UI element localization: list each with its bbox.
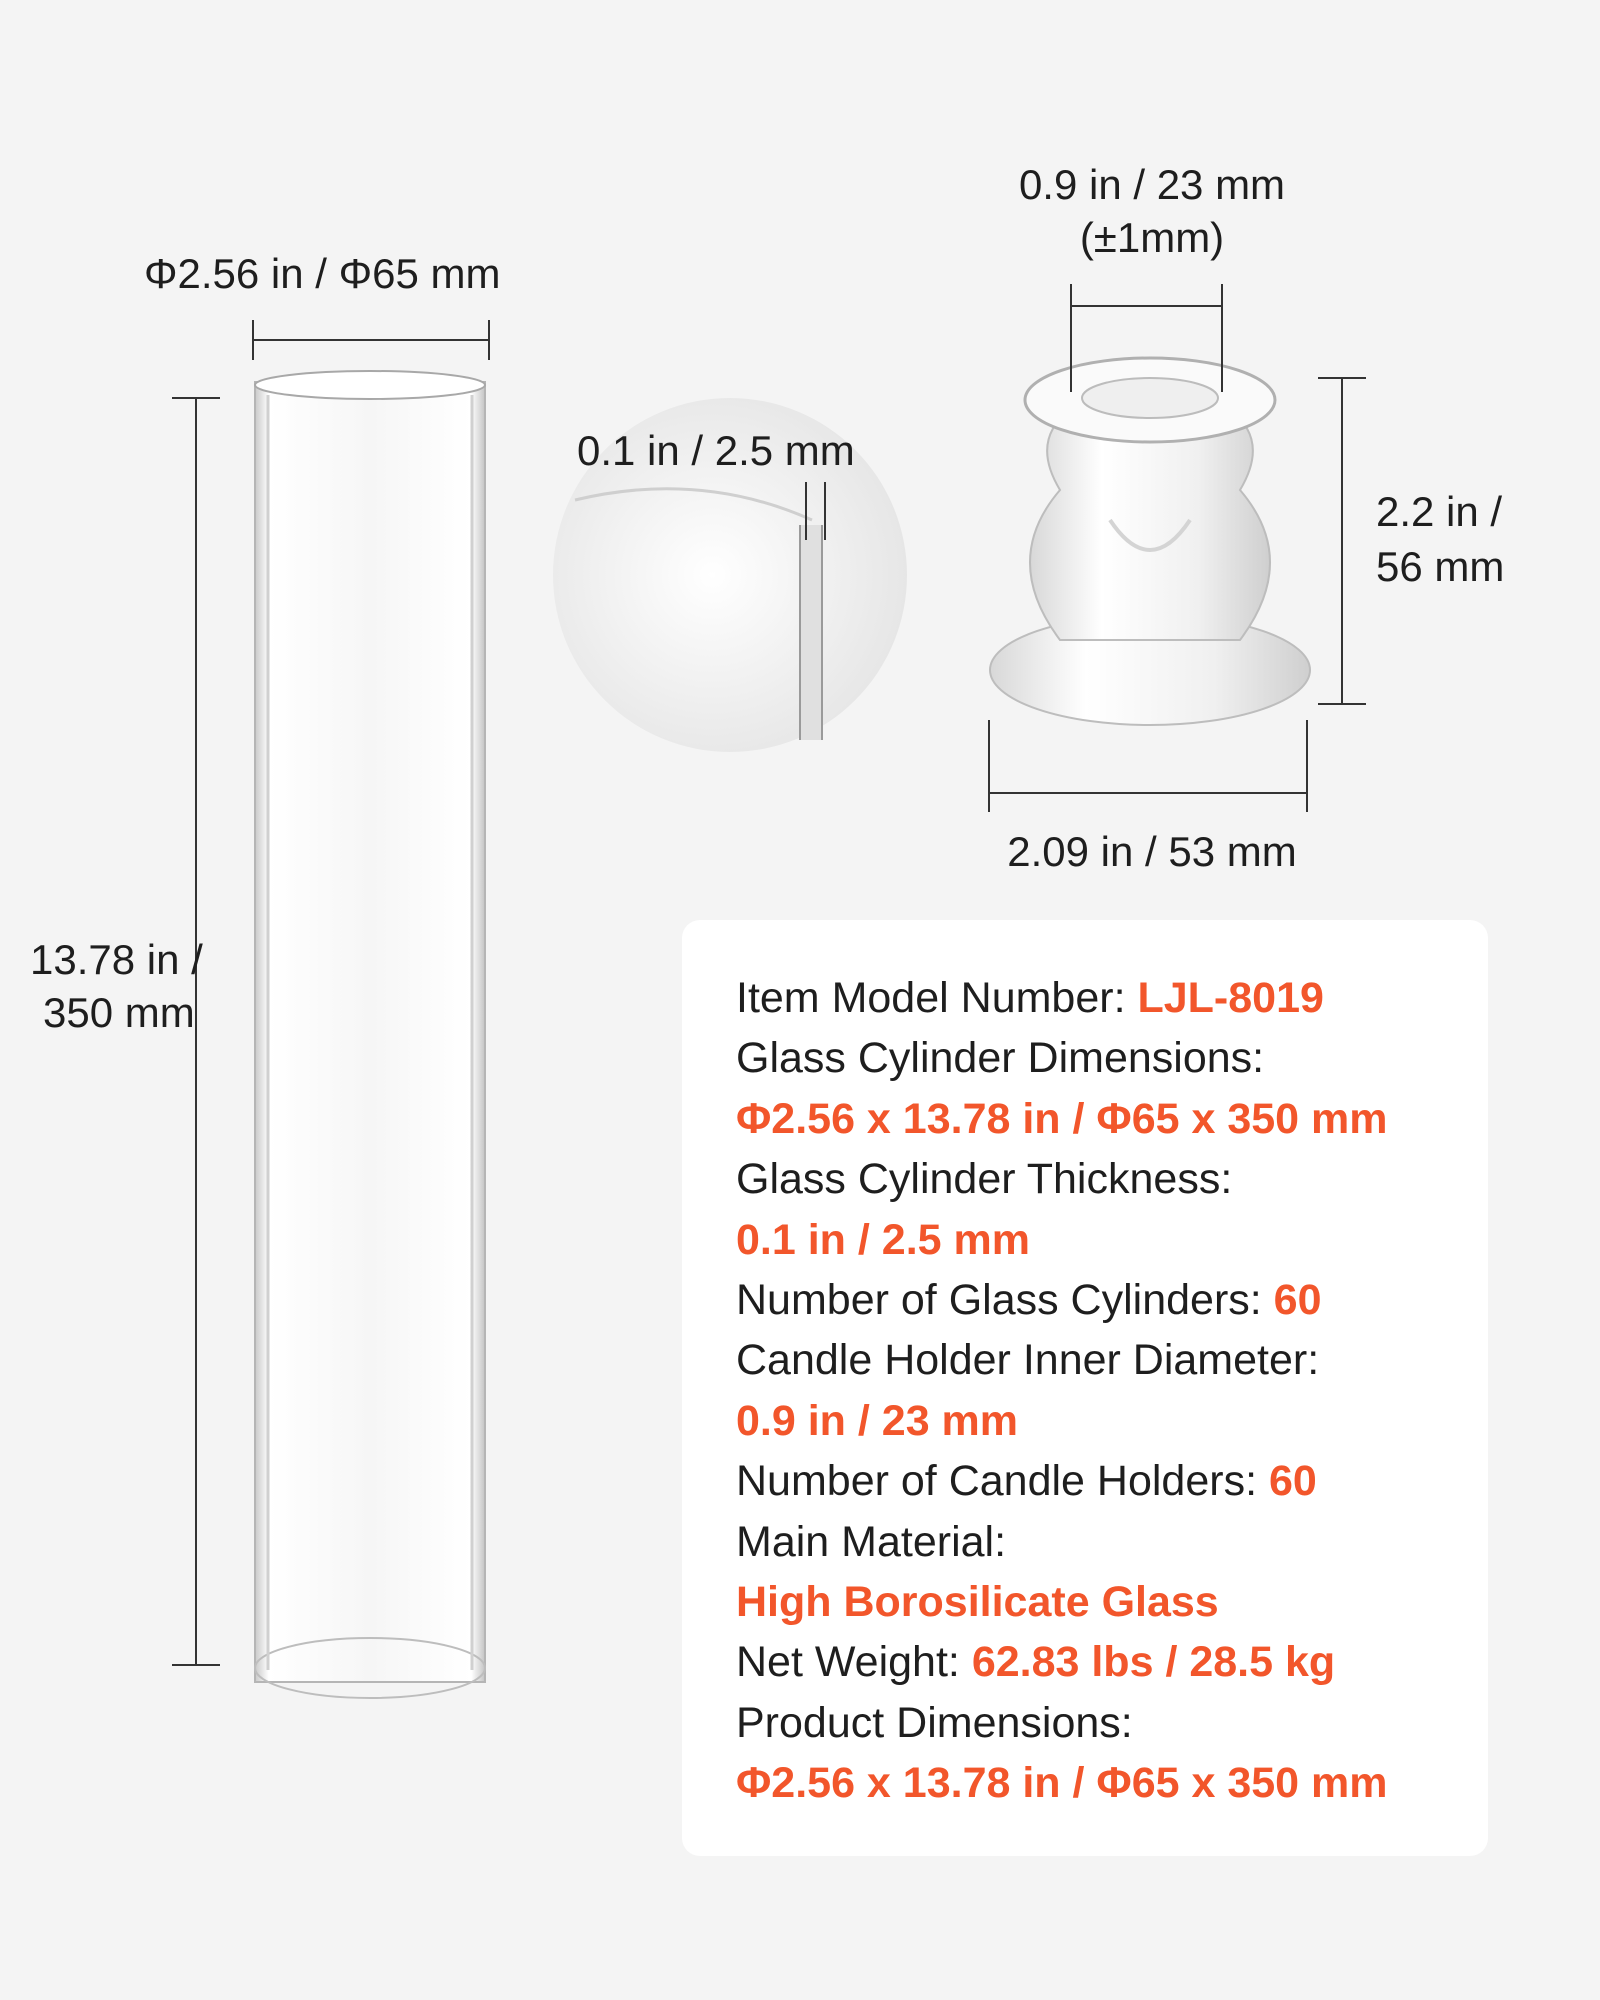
spec-label: Number of Candle Holders:	[736, 1457, 1269, 1506]
cylinder-height-label-line2: 350 mm	[43, 989, 195, 1036]
cylinder-diameter-dimension-line	[253, 320, 489, 360]
spec-value: 60	[1268, 1457, 1317, 1506]
wall-thickness-label: 0.1 in / 2.5 mm	[577, 427, 855, 474]
spec-cylinder-thickness-label: Glass Cylinder Thickness:	[736, 1155, 1233, 1204]
spec-cylinder-dimensions-label: Glass Cylinder Dimensions:	[736, 1034, 1265, 1083]
holder-inner-diameter-label-line1: 0.9 in / 23 mm	[1018, 161, 1286, 208]
spec-product-dimensions-label: Product Dimensions:	[736, 1698, 1133, 1747]
spec-holder-inner-diameter-label: Candle Holder Inner Diameter:	[736, 1336, 1320, 1385]
cylinder-diameter-label: Φ2.56 in / Φ65 mm	[144, 250, 501, 297]
holder-height-dimension-line	[1318, 378, 1366, 704]
spec-model-number	[736, 968, 1468, 1028]
spec-label: Number of Glass Cylinders:	[736, 1276, 1274, 1325]
spec-value: LJL-8019	[1137, 974, 1324, 1022]
spec-value: 60	[1273, 1276, 1322, 1325]
spec-main-material-label: Main Material:	[736, 1517, 1007, 1566]
spec-holder-inner-diameter-value: 0.9 in / 23 mm	[736, 1396, 1019, 1445]
holder-height-label-line2: 56 mm	[1376, 543, 1505, 590]
candle-holder-image	[990, 358, 1310, 725]
spec-net-weight	[736, 1632, 1468, 1692]
holder-inner-diameter-label-line2: (±1mm)	[1079, 214, 1225, 261]
spec-number-of-holders	[736, 1451, 1468, 1511]
glass-cylinder-image	[255, 371, 485, 1698]
spec-number-of-cylinders	[736, 1270, 1468, 1330]
holder-base-dimension-line	[989, 720, 1307, 812]
spec-label: Net Weight:	[736, 1638, 972, 1687]
specifications-list	[736, 968, 1468, 1814]
spec-product-dimensions-value: Φ2.56 x 13.78 in / Φ65 x 350 mm	[736, 1759, 1388, 1808]
spec-cylinder-dimensions-value: Φ2.56 x 13.78 in / Φ65 x 350 mm	[736, 1094, 1388, 1143]
holder-base-label: 2.09 in / 53 mm	[1007, 828, 1297, 875]
spec-value: 62.83 lbs / 28.5 kg	[971, 1638, 1336, 1687]
spec-main-material-value: High Borosilicate Glass	[736, 1578, 1219, 1627]
holder-height-label-line1: 2.2 in /	[1376, 488, 1503, 535]
cylinder-height-label-line1: 13.78 in /	[30, 936, 203, 983]
specifications-card	[682, 920, 1488, 1856]
spec-label: Item Model Number:	[736, 974, 1138, 1022]
spec-cylinder-thickness-value: 0.1 in / 2.5 mm	[736, 1215, 1030, 1264]
